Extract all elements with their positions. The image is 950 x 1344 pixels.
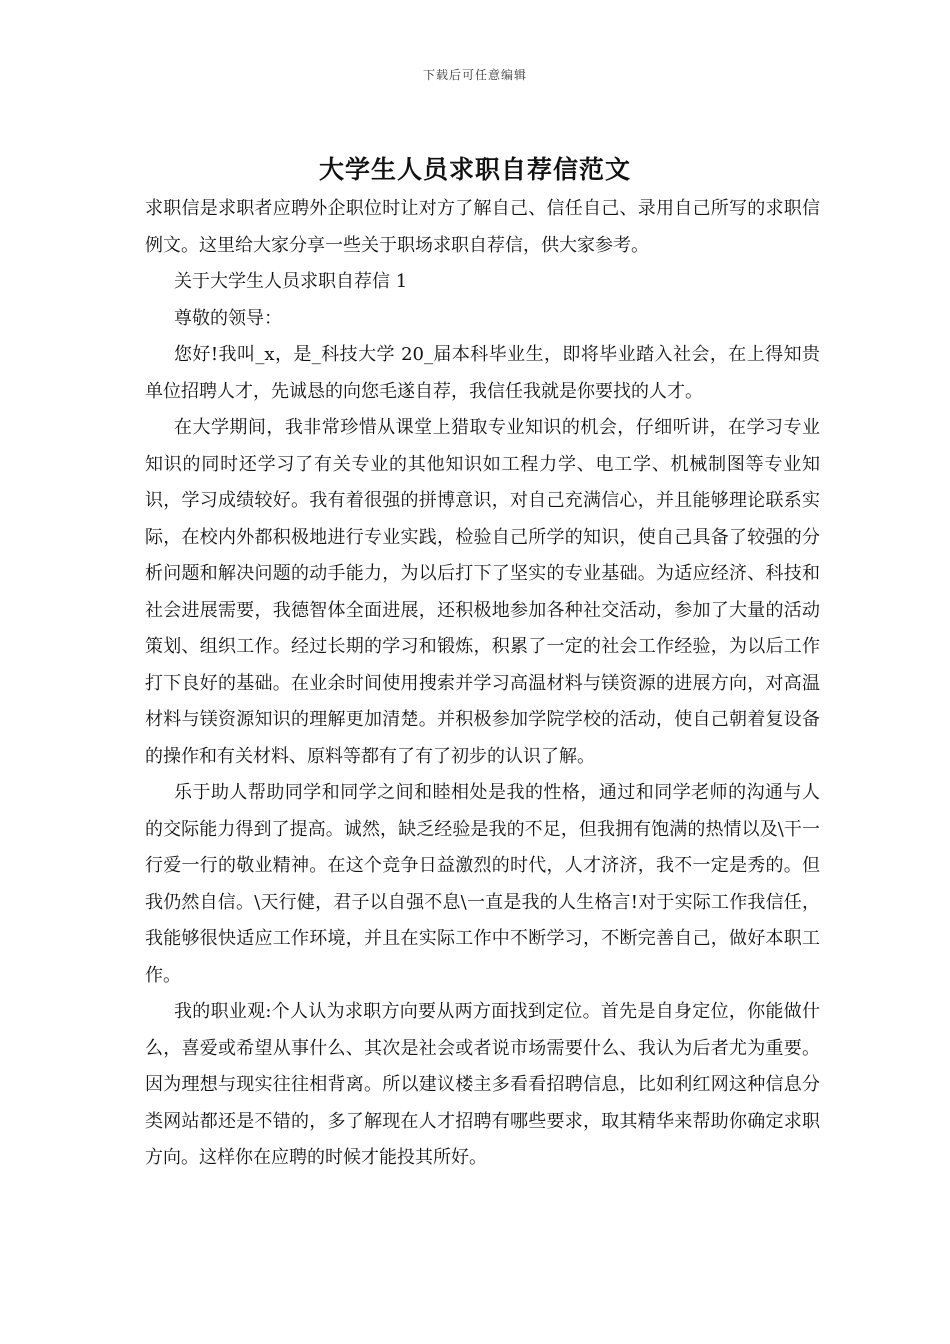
salutation: 尊敬的领导： xyxy=(174,307,282,329)
document-title: 大学生人员求职自荐信范文 xyxy=(318,155,631,184)
document-body xyxy=(145,191,820,1177)
intro-paragraph: 求职信是求职者应聘外企职位时让对方了解自己、信任自己、录用自己所写的求职信例文。这里给大家分享一些关于职场求职自荐信，供大家参考。 xyxy=(145,198,820,256)
section-heading: 关于大学生人员求职自荐信 1 xyxy=(174,271,408,292)
header-note: 下载后可任意编辑 xyxy=(422,68,527,82)
personality-paragraph: 乐于助人帮助同学和同学之间和睦相处是我的性格，通过和同学老师的沟通与人的交际能力得到了提高。诚然，缺乏经验是我的不足，但我拥有饱满的热情以及\干一行爱一行的敬业精神。在这个竞争日益激烈的时代，人才济济，我不一定是秀的。但我仍然自信。\天行健，君子以自强不息\一直是我的人生格言!对于实际工作我信任，我能够很快适应工作环境，并且在实际工作中不断学习，不断完善自己，做好本职工作。 xyxy=(145,782,820,986)
career-view-paragraph: 我的职业观:个人认为求职方向要从两方面找到定位。首先是自身定位，你能做什么，喜爱或希望从事什么、其次是社会或者说市场需要什么、我认为后者尤为重要。因为理想与现实往往相背离。所以建议楼主多看看招聘信息，比如利红网这种信息分类网站都还是不错的，多了解现在人才招聘有哪些要求，取其精华来帮助你确定求职方向。这样你在应聘的时候才能投其所好。 xyxy=(145,1001,820,1168)
university-paragraph: 在大学期间，我非常珍惜从课堂上猎取专业知识的机会，仔细听讲，在学习专业知识的同时还学习了有关专业的其他知识如工程力学、电工学、机械制图等专业知识，学习成绩较好。我有着很强的拼博意识，对自己充满信心，并且能够理论联系实际，在校内外都积极地进行专业实践，检验自己所学的知识，使自己具备了较强的分析问题和解决问题的动手能力，为以后打下了坚实的专业基础。为适应经济、科技和社会进展需要，我德智体全面进展，还积极地参加各种社交活动，参加了大量的活动策划、组织工作。经过长期的学习和锻炼，积累了一定的社会工作经验，为以后工作打下良好的基础。在业余时间使用搜索并学习高温材料与镁资源的进展方向，对高温材料与镁资源知识的理解更加清楚。并积极参加学院学校的活动，使自己朝着复设备的操作和有关材料、原料等都有了有了初步的认识了解。 xyxy=(145,417,820,767)
greeting-paragraph: 您好!我叫_x，是_科技大学 20_届本科毕业生，即将毕业踏入社会，在上得知贵单位招聘人才，先诚恳的向您毛遂自荐，我信任我就是你要找的人才。 xyxy=(145,344,820,402)
